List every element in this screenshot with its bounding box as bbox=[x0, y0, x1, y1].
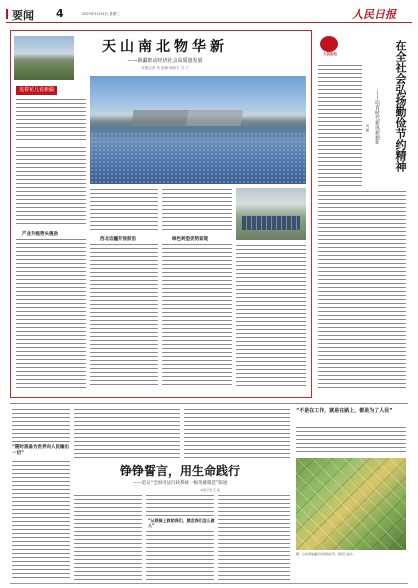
masthead bbox=[6, 6, 412, 24]
lavender-field-photo bbox=[90, 76, 306, 184]
farmland-aerial-photo bbox=[296, 458, 406, 550]
footer-rule bbox=[10, 583, 408, 584]
center-column-text-2 bbox=[162, 243, 232, 388]
bottom-main-byline: 本报记者 王 斌 bbox=[200, 488, 220, 492]
masthead-rule bbox=[6, 22, 412, 23]
feature-byline: 本报记者 李 亚楠 杨明方 马 宁 bbox=[141, 66, 189, 70]
middle-column-text-1 bbox=[90, 188, 158, 232]
bottom-left-text-2 bbox=[12, 460, 70, 580]
commentary-title: 在全社会弘扬勤俭节约精神 bbox=[394, 40, 407, 172]
flower-texture bbox=[90, 132, 306, 184]
bottom-quote-heading-2: “从铁骑上救助我们，感念我们怎么做人” bbox=[148, 518, 215, 528]
commentary-badge bbox=[318, 36, 342, 60]
bottom-right-text bbox=[296, 426, 406, 454]
lead-paragraph bbox=[16, 98, 86, 140]
page-number: 4 bbox=[56, 7, 64, 20]
center-column-text-1 bbox=[162, 188, 232, 232]
feature-title: 天山南北物华新 bbox=[102, 39, 228, 55]
mountain-photo-small bbox=[14, 36, 74, 80]
bottom-center-text-2 bbox=[184, 408, 290, 460]
commentary-badge-label: 人民论坛 bbox=[323, 52, 337, 56]
section-heading-opening: 西北边疆开放前沿 bbox=[100, 237, 136, 242]
lead-heading: 追着花儿看新疆 bbox=[16, 86, 57, 95]
bottom-left-text-1 bbox=[12, 408, 70, 442]
commentary-body-text bbox=[318, 190, 406, 390]
commentary-badge-icon bbox=[320, 36, 338, 52]
field-grid bbox=[296, 458, 406, 550]
feature-subtitle: ——新疆推动经济社会高质量发展 bbox=[127, 58, 203, 64]
section-divider bbox=[10, 403, 408, 404]
bottom-center-text-3 bbox=[74, 494, 142, 580]
section-heading-green: 绿色转型优势显现 bbox=[172, 237, 208, 242]
bottom-center-text-5 bbox=[146, 530, 214, 580]
left-column-text-2 bbox=[16, 238, 86, 388]
left-column-text-1 bbox=[16, 146, 86, 226]
section-heading-industry: 产业升级势头强劲 bbox=[22, 232, 58, 237]
photo-caption: 图：山东某地灌区内麦收时节，稻田已成片。 bbox=[296, 552, 357, 556]
bottom-center-text-6 bbox=[218, 494, 290, 580]
issue-date: 2023年5月24日 星期三 bbox=[82, 12, 120, 16]
newspaper-logo: 人民日报 bbox=[352, 8, 396, 21]
bottom-center-text-4 bbox=[146, 494, 214, 516]
industrial-park-photo bbox=[236, 188, 306, 240]
mountain-ridge bbox=[90, 110, 306, 126]
section-marker bbox=[6, 9, 8, 19]
bottom-center-text-1 bbox=[74, 408, 180, 460]
commentary-subtitle: ——培育时代新风新貌⑤ bbox=[374, 90, 380, 146]
solar-panels bbox=[242, 216, 300, 230]
section-name: 要闻 bbox=[12, 9, 34, 22]
right-column-text bbox=[236, 244, 306, 388]
bottom-main-subtitle: ——追记“全国司法行政系统一级英雄模范”陈旭 bbox=[132, 481, 228, 486]
commentary-top-text bbox=[318, 64, 362, 188]
middle-column-text-2 bbox=[90, 243, 158, 388]
commentary-author: 何 鹏 bbox=[366, 124, 370, 133]
bottom-right-heading: “不是在工作，就是在路上，都是为了人民” bbox=[296, 408, 393, 414]
bottom-main-title: 铮铮誓言，用生命践行 bbox=[119, 464, 240, 478]
bottom-left-heading: “随时准备为世界向人民输出一切” bbox=[12, 445, 69, 456]
